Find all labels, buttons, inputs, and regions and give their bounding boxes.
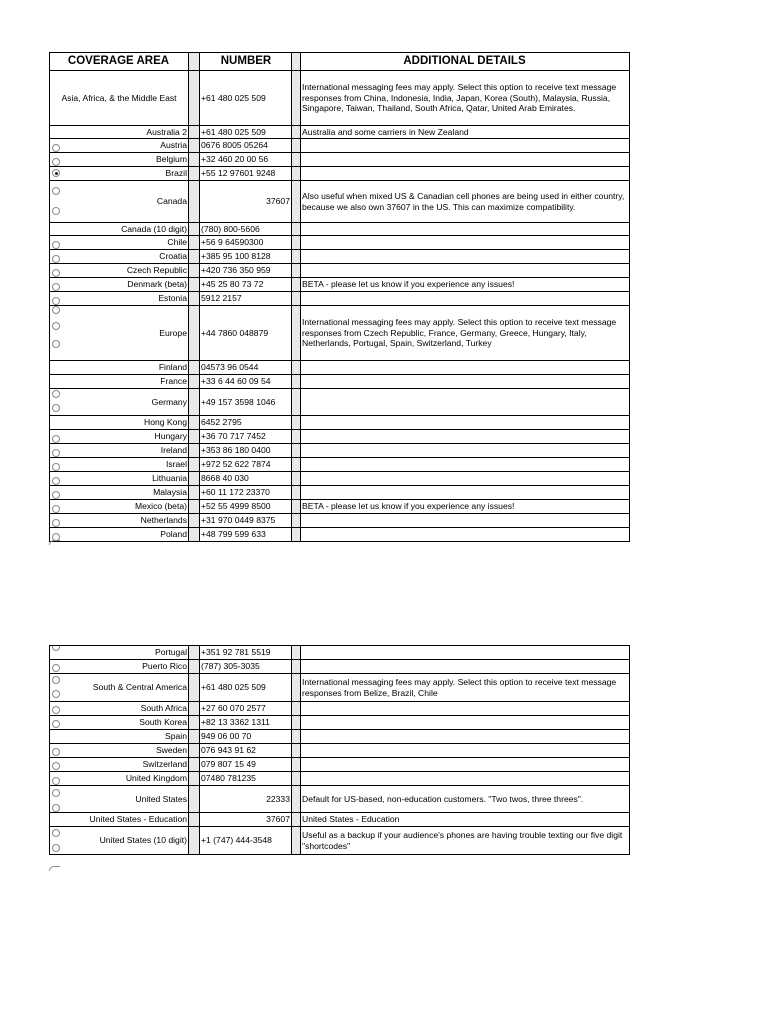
- details-cell: [301, 375, 630, 388]
- coverage-area-cell: Israel: [74, 458, 189, 471]
- details-cell: United States - Education: [301, 813, 630, 826]
- spacer-column: [292, 375, 301, 388]
- coverage-area-cell: Malaysia: [74, 486, 189, 499]
- number-cell: +45 25 80 73 72: [200, 278, 292, 291]
- table-row: [49, 181, 630, 223]
- number-cell: 6452 2795: [200, 416, 292, 429]
- details-cell: [301, 236, 630, 249]
- number-cell: +52 55 4999 8500: [200, 500, 292, 513]
- number-cell: +61 480 025 509: [200, 71, 292, 125]
- spacer-column: [292, 514, 301, 527]
- coverage-area-cell: Estonia: [74, 292, 189, 305]
- table-row: [49, 375, 630, 389]
- spacer-column: [292, 786, 301, 812]
- details-cell: International messaging fees may apply. Select this option to receive text message responses from Belize, Brazil, Chile: [301, 674, 630, 701]
- spacer-column: [292, 827, 301, 854]
- table-row: [49, 813, 630, 827]
- number-cell: +48 799 599 633: [200, 528, 292, 541]
- details-cell: [301, 416, 630, 429]
- spacer-column: [189, 375, 200, 388]
- table-row: [49, 772, 630, 786]
- coverage-table-2: [49, 645, 630, 855]
- number-cell: 8668 40 030: [200, 472, 292, 485]
- spacer-column: [292, 167, 301, 180]
- spacer-column: [292, 730, 301, 743]
- radio-cell: [49, 514, 74, 527]
- radio-cell: [49, 264, 74, 277]
- number-cell: 5912 2157: [200, 292, 292, 305]
- radio-cell: [49, 458, 74, 471]
- coverage-area-cell: South Korea: [74, 716, 189, 729]
- number-cell: 04573 96 0544: [200, 361, 292, 374]
- number-cell: (780) 800-5606: [200, 223, 292, 235]
- number-cell: 0676 8005 05264: [200, 139, 292, 152]
- table-row: [49, 514, 630, 528]
- radio-button[interactable]: [52, 844, 60, 852]
- radio-button[interactable]: [52, 706, 60, 714]
- spacer-column: [189, 730, 200, 743]
- details-cell: BETA - please let us know if you experience any issues!: [301, 278, 630, 291]
- coverage-area-cell: Australia 2: [49, 126, 189, 138]
- radio-button[interactable]: [52, 690, 60, 698]
- details-cell: [301, 646, 630, 659]
- spacer-column: [292, 772, 301, 785]
- details-cell: [301, 389, 630, 415]
- spacer-column: [292, 389, 301, 415]
- radio-cell: [49, 444, 74, 457]
- radio-button[interactable]: [52, 283, 60, 291]
- radio-button[interactable]: [52, 158, 60, 166]
- coverage-area-cell: Canada (10 digit): [49, 223, 189, 235]
- table-row: [49, 153, 630, 167]
- spacer-column: [189, 153, 200, 166]
- table-row: [49, 646, 630, 660]
- radio-cell: [49, 827, 74, 854]
- number-cell: +31 970 0449 8375: [200, 514, 292, 527]
- radio-cell: [49, 500, 74, 513]
- details-cell: Useful as a backup if your audience's phones are having trouble texting our five digit "shortcodes": [301, 827, 630, 854]
- radio-cell: [49, 772, 74, 785]
- details-cell: [301, 528, 630, 541]
- radio-button[interactable]: [52, 306, 60, 314]
- radio-button-selected[interactable]: [52, 169, 60, 177]
- spacer-column: [189, 786, 200, 812]
- spacer-column: [292, 223, 301, 235]
- details-cell: [301, 458, 630, 471]
- details-cell: [301, 660, 630, 673]
- table-row: [49, 236, 630, 250]
- radio-button[interactable]: [52, 762, 60, 770]
- spacer-column: [189, 472, 200, 485]
- radio-button[interactable]: [52, 449, 60, 457]
- details-cell: [301, 292, 630, 305]
- number-cell: (787) 305-3035: [200, 660, 292, 673]
- spacer-column: [189, 126, 200, 138]
- spacer-column: [292, 264, 301, 277]
- spacer-column: [292, 744, 301, 757]
- radio-fragment: [49, 540, 60, 545]
- radio-cell: [49, 236, 74, 249]
- spacer-column: [292, 486, 301, 499]
- coverage-area-cell: France: [74, 375, 189, 388]
- details-cell: BETA - please let us know if you experience any issues!: [301, 500, 630, 513]
- radio-cell: [49, 660, 74, 673]
- details-cell: [301, 250, 630, 263]
- number-cell: +55 12 97601 9248: [200, 167, 292, 180]
- radio-cell: [49, 139, 74, 152]
- spacer-column: [292, 660, 301, 673]
- details-cell: International messaging fees may apply. Select this option to receive text message responses from China, Indonesia, India, Japan, Korea (South), Malaysia, Russia, Singapore, Taiwan, Thailand, South Africa, Qatar, United Arab Emirates.: [301, 71, 630, 125]
- spacer-column: [189, 250, 200, 263]
- spacer-column: [189, 71, 200, 125]
- spacer-column: [292, 53, 301, 70]
- spacer-column: [189, 514, 200, 527]
- number-cell: 37607: [200, 181, 292, 222]
- number-cell: 949 06 00 70: [200, 730, 292, 743]
- coverage-area-cell: Lithuania: [74, 472, 189, 485]
- table-row: [49, 660, 630, 674]
- number-cell: +27 60 070 2577: [200, 702, 292, 715]
- radio-cell: [49, 153, 74, 166]
- radio-cell: [49, 674, 74, 701]
- table-row: [49, 306, 630, 361]
- spacer-column: [292, 716, 301, 729]
- header-coverage-area: COVERAGE AREA: [49, 53, 189, 70]
- number-cell: +351 92 781 5519: [200, 646, 292, 659]
- spacer-column: [189, 458, 200, 471]
- coverage-area-cell: Brazil: [74, 167, 189, 180]
- spacer-column: [189, 167, 200, 180]
- table-row: [49, 444, 630, 458]
- coverage-area-cell: South & Central America: [74, 674, 189, 701]
- spacer-column: [189, 264, 200, 277]
- spacer-column: [189, 278, 200, 291]
- details-cell: Also useful when mixed US & Canadian cell phones are being used in either country, because we also own 37607 in the US. This can maximize compatibility.: [301, 181, 630, 222]
- spacer-column: [292, 646, 301, 659]
- spacer-column: [292, 702, 301, 715]
- spacer-column: [292, 306, 301, 360]
- radio-button[interactable]: [52, 390, 60, 398]
- details-cell: [301, 772, 630, 785]
- details-cell: [301, 361, 630, 374]
- header-additional-details: ADDITIONAL DETAILS: [301, 53, 630, 70]
- radio-fragment: [49, 866, 60, 871]
- table-header-row: [49, 53, 630, 71]
- coverage-area-cell: Spain: [74, 730, 189, 743]
- radio-button[interactable]: [52, 207, 60, 215]
- spacer-column: [292, 292, 301, 305]
- number-cell: +32 460 20 00 56: [200, 153, 292, 166]
- radio-button[interactable]: [52, 255, 60, 263]
- table-row: [49, 416, 630, 430]
- details-cell: Default for US-based, non-education customers. "Two twos, three threes".: [301, 786, 630, 812]
- radio-button[interactable]: [52, 505, 60, 513]
- number-cell: 07480 781235: [200, 772, 292, 785]
- number-cell: +353 86 180 0400: [200, 444, 292, 457]
- number-cell: 22333: [200, 786, 292, 812]
- spacer-column: [292, 758, 301, 771]
- radio-cell: [49, 416, 74, 429]
- details-cell: Australia and some carriers in New Zealand: [301, 126, 630, 138]
- details-cell: [301, 430, 630, 443]
- coverage-area-cell: United States (10 digit): [74, 827, 189, 854]
- spacer-column: [189, 430, 200, 443]
- details-cell: [301, 744, 630, 757]
- table-row: [49, 486, 630, 500]
- radio-cell: [49, 646, 74, 659]
- radio-cell: [49, 716, 74, 729]
- coverage-area-cell: Germany: [74, 389, 189, 415]
- table-row: [49, 674, 630, 702]
- details-cell: [301, 730, 630, 743]
- spacer-column: [189, 292, 200, 305]
- coverage-area-cell: Hungary: [74, 430, 189, 443]
- number-cell: 079 807 15 49: [200, 758, 292, 771]
- details-cell: [301, 223, 630, 235]
- spacer-column: [189, 827, 200, 854]
- coverage-table-1: [49, 52, 630, 542]
- radio-cell: [49, 181, 74, 222]
- spacer-column: [189, 236, 200, 249]
- number-cell: +420 736 350 959: [200, 264, 292, 277]
- radio-button[interactable]: [52, 269, 60, 277]
- coverage-area-cell: Austria: [74, 139, 189, 152]
- radio-button[interactable]: [52, 187, 60, 195]
- coverage-area-cell: Canada: [74, 181, 189, 222]
- table-row: [49, 250, 630, 264]
- table-row: [49, 71, 630, 126]
- number-cell: +49 157 3598 1046: [200, 389, 292, 415]
- coverage-area-cell: Ireland: [74, 444, 189, 457]
- coverage-area-cell: Czech Republic: [74, 264, 189, 277]
- spacer-column: [292, 674, 301, 701]
- details-cell: [301, 758, 630, 771]
- spacer-column: [292, 813, 301, 826]
- spacer-column: [292, 181, 301, 222]
- radio-cell: [49, 389, 74, 415]
- radio-button[interactable]: [52, 664, 60, 672]
- spacer-column: [292, 236, 301, 249]
- number-cell: 37607: [200, 813, 292, 826]
- radio-cell: [49, 758, 74, 771]
- radio-cell: [49, 306, 74, 360]
- table-row: [49, 716, 630, 730]
- coverage-area-cell: Chile: [74, 236, 189, 249]
- spacer-column: [292, 458, 301, 471]
- details-cell: [301, 716, 630, 729]
- coverage-area-cell: Hong Kong: [74, 416, 189, 429]
- table-row: [49, 389, 630, 416]
- spacer-column: [189, 53, 200, 70]
- radio-button[interactable]: [52, 322, 60, 330]
- coverage-area-cell: Europe: [74, 306, 189, 360]
- spacer-column: [189, 416, 200, 429]
- table-row: [49, 167, 630, 181]
- details-cell: [301, 486, 630, 499]
- spacer-column: [292, 153, 301, 166]
- coverage-area-cell: United States - Education: [49, 813, 189, 826]
- table-row: [49, 223, 630, 236]
- number-cell: +33 6 44 60 09 54: [200, 375, 292, 388]
- spacer-column: [189, 306, 200, 360]
- radio-button[interactable]: [52, 829, 60, 837]
- spacer-column: [189, 716, 200, 729]
- radio-cell: [49, 292, 74, 305]
- radio-cell: [49, 250, 74, 263]
- spacer-column: [292, 278, 301, 291]
- coverage-area-cell: Asia, Africa, & the Middle East: [49, 71, 189, 125]
- number-cell: 076 943 91 62: [200, 744, 292, 757]
- radio-button[interactable]: [52, 519, 60, 527]
- radio-button[interactable]: [52, 804, 60, 812]
- details-cell: [301, 514, 630, 527]
- number-cell: +972 52 622 7874: [200, 458, 292, 471]
- radio-button[interactable]: [52, 676, 60, 684]
- radio-cell: [49, 167, 74, 180]
- spacer-column: [292, 528, 301, 541]
- table-row: [49, 786, 630, 813]
- radio-cell: [49, 744, 74, 757]
- coverage-area-cell: Croatia: [74, 250, 189, 263]
- radio-cell: [49, 786, 74, 812]
- coverage-area-cell: Sweden: [74, 744, 189, 757]
- radio-button[interactable]: [52, 297, 60, 305]
- spacer-column: [189, 660, 200, 673]
- number-cell: +36 70 717 7452: [200, 430, 292, 443]
- spacer-column: [189, 702, 200, 715]
- radio-cell: [49, 472, 74, 485]
- table-row: [49, 758, 630, 772]
- radio-button[interactable]: [52, 477, 60, 485]
- details-cell: [301, 153, 630, 166]
- number-cell: +1 (747) 444-3548: [200, 827, 292, 854]
- radio-button[interactable]: [52, 646, 60, 651]
- spacer-column: [189, 223, 200, 235]
- spacer-column: [292, 139, 301, 152]
- coverage-area-cell: Denmark (beta): [74, 278, 189, 291]
- number-cell: +44 7860 048879: [200, 306, 292, 360]
- radio-cell: [49, 278, 74, 291]
- radio-button[interactable]: [52, 404, 60, 412]
- spacer-column: [292, 416, 301, 429]
- table-row: [49, 500, 630, 514]
- table-row: [49, 472, 630, 486]
- spacer-column: [292, 430, 301, 443]
- number-cell: +385 95 100 8128: [200, 250, 292, 263]
- table-row: [49, 264, 630, 278]
- spacer-column: [189, 674, 200, 701]
- radio-button[interactable]: [52, 340, 60, 348]
- number-cell: +82 13 3362 1311: [200, 716, 292, 729]
- spacer-column: [292, 444, 301, 457]
- spacer-column: [189, 758, 200, 771]
- coverage-area-cell: United Kingdom: [74, 772, 189, 785]
- radio-button[interactable]: [52, 789, 60, 797]
- radio-button[interactable]: [52, 720, 60, 728]
- spacer-column: [189, 389, 200, 415]
- number-cell: +56 9 64590300: [200, 236, 292, 249]
- table-row: [49, 528, 630, 542]
- radio-button[interactable]: [52, 435, 60, 443]
- number-cell: +60 11 172 23370: [200, 486, 292, 499]
- radio-cell: [49, 702, 74, 715]
- coverage-area-cell: Mexico (beta): [74, 500, 189, 513]
- table-row: [49, 278, 630, 292]
- radio-cell: [49, 486, 74, 499]
- coverage-area-cell: Poland: [74, 528, 189, 541]
- radio-cell: [49, 730, 74, 743]
- radio-button[interactable]: [52, 748, 60, 756]
- spacer-column: [189, 813, 200, 826]
- table-row: [49, 361, 630, 375]
- spacer-column: [189, 444, 200, 457]
- table-row: [49, 126, 630, 139]
- details-cell: [301, 139, 630, 152]
- radio-cell: [49, 375, 74, 388]
- radio-cell: [49, 430, 74, 443]
- radio-button[interactable]: [52, 491, 60, 499]
- details-cell: International messaging fees may apply. Select this option to receive text message responses from Czech Republic, France, Germany, Greece, Hungary, Italy, Netherlands, Portugal, Spain, Switzerland, Turkey: [301, 306, 630, 360]
- details-cell: [301, 472, 630, 485]
- radio-button[interactable]: [52, 144, 60, 152]
- table-row: [49, 702, 630, 716]
- coverage-area-cell: Puerto Rico: [74, 660, 189, 673]
- spacer-column: [292, 71, 301, 125]
- radio-button[interactable]: [52, 241, 60, 249]
- spacer-column: [292, 500, 301, 513]
- table-row: [49, 827, 630, 855]
- details-cell: [301, 702, 630, 715]
- coverage-area-cell: Finland: [49, 361, 189, 374]
- coverage-area-cell: Portugal: [74, 646, 189, 659]
- spacer-column: [292, 472, 301, 485]
- header-number: NUMBER: [200, 53, 292, 70]
- coverage-area-cell: Netherlands: [74, 514, 189, 527]
- number-cell: +61 480 025 509: [200, 674, 292, 701]
- spacer-column: [189, 528, 200, 541]
- spacer-column: [189, 486, 200, 499]
- spacer-column: [189, 181, 200, 222]
- details-cell: [301, 264, 630, 277]
- spacer-column: [292, 361, 301, 374]
- coverage-area-cell: Belgium: [74, 153, 189, 166]
- coverage-area-cell: South Africa: [74, 702, 189, 715]
- table-row: [49, 744, 630, 758]
- coverage-area-cell: United States: [74, 786, 189, 812]
- table-row: [49, 292, 630, 306]
- coverage-area-cell: Switzerland: [74, 758, 189, 771]
- table-row: [49, 458, 630, 472]
- spacer-column: [292, 250, 301, 263]
- spacer-column: [189, 772, 200, 785]
- radio-button[interactable]: [52, 777, 60, 785]
- table-row: [49, 730, 630, 744]
- details-cell: [301, 167, 630, 180]
- spacer-column: [189, 744, 200, 757]
- number-cell: +61 480 025 509: [200, 126, 292, 138]
- spacer-column: [189, 646, 200, 659]
- spacer-column: [292, 126, 301, 138]
- table-row: [49, 430, 630, 444]
- spacer-column: [189, 361, 200, 374]
- radio-button[interactable]: [52, 463, 60, 471]
- table-row: [49, 139, 630, 153]
- spacer-column: [189, 139, 200, 152]
- details-cell: [301, 444, 630, 457]
- spacer-column: [189, 500, 200, 513]
